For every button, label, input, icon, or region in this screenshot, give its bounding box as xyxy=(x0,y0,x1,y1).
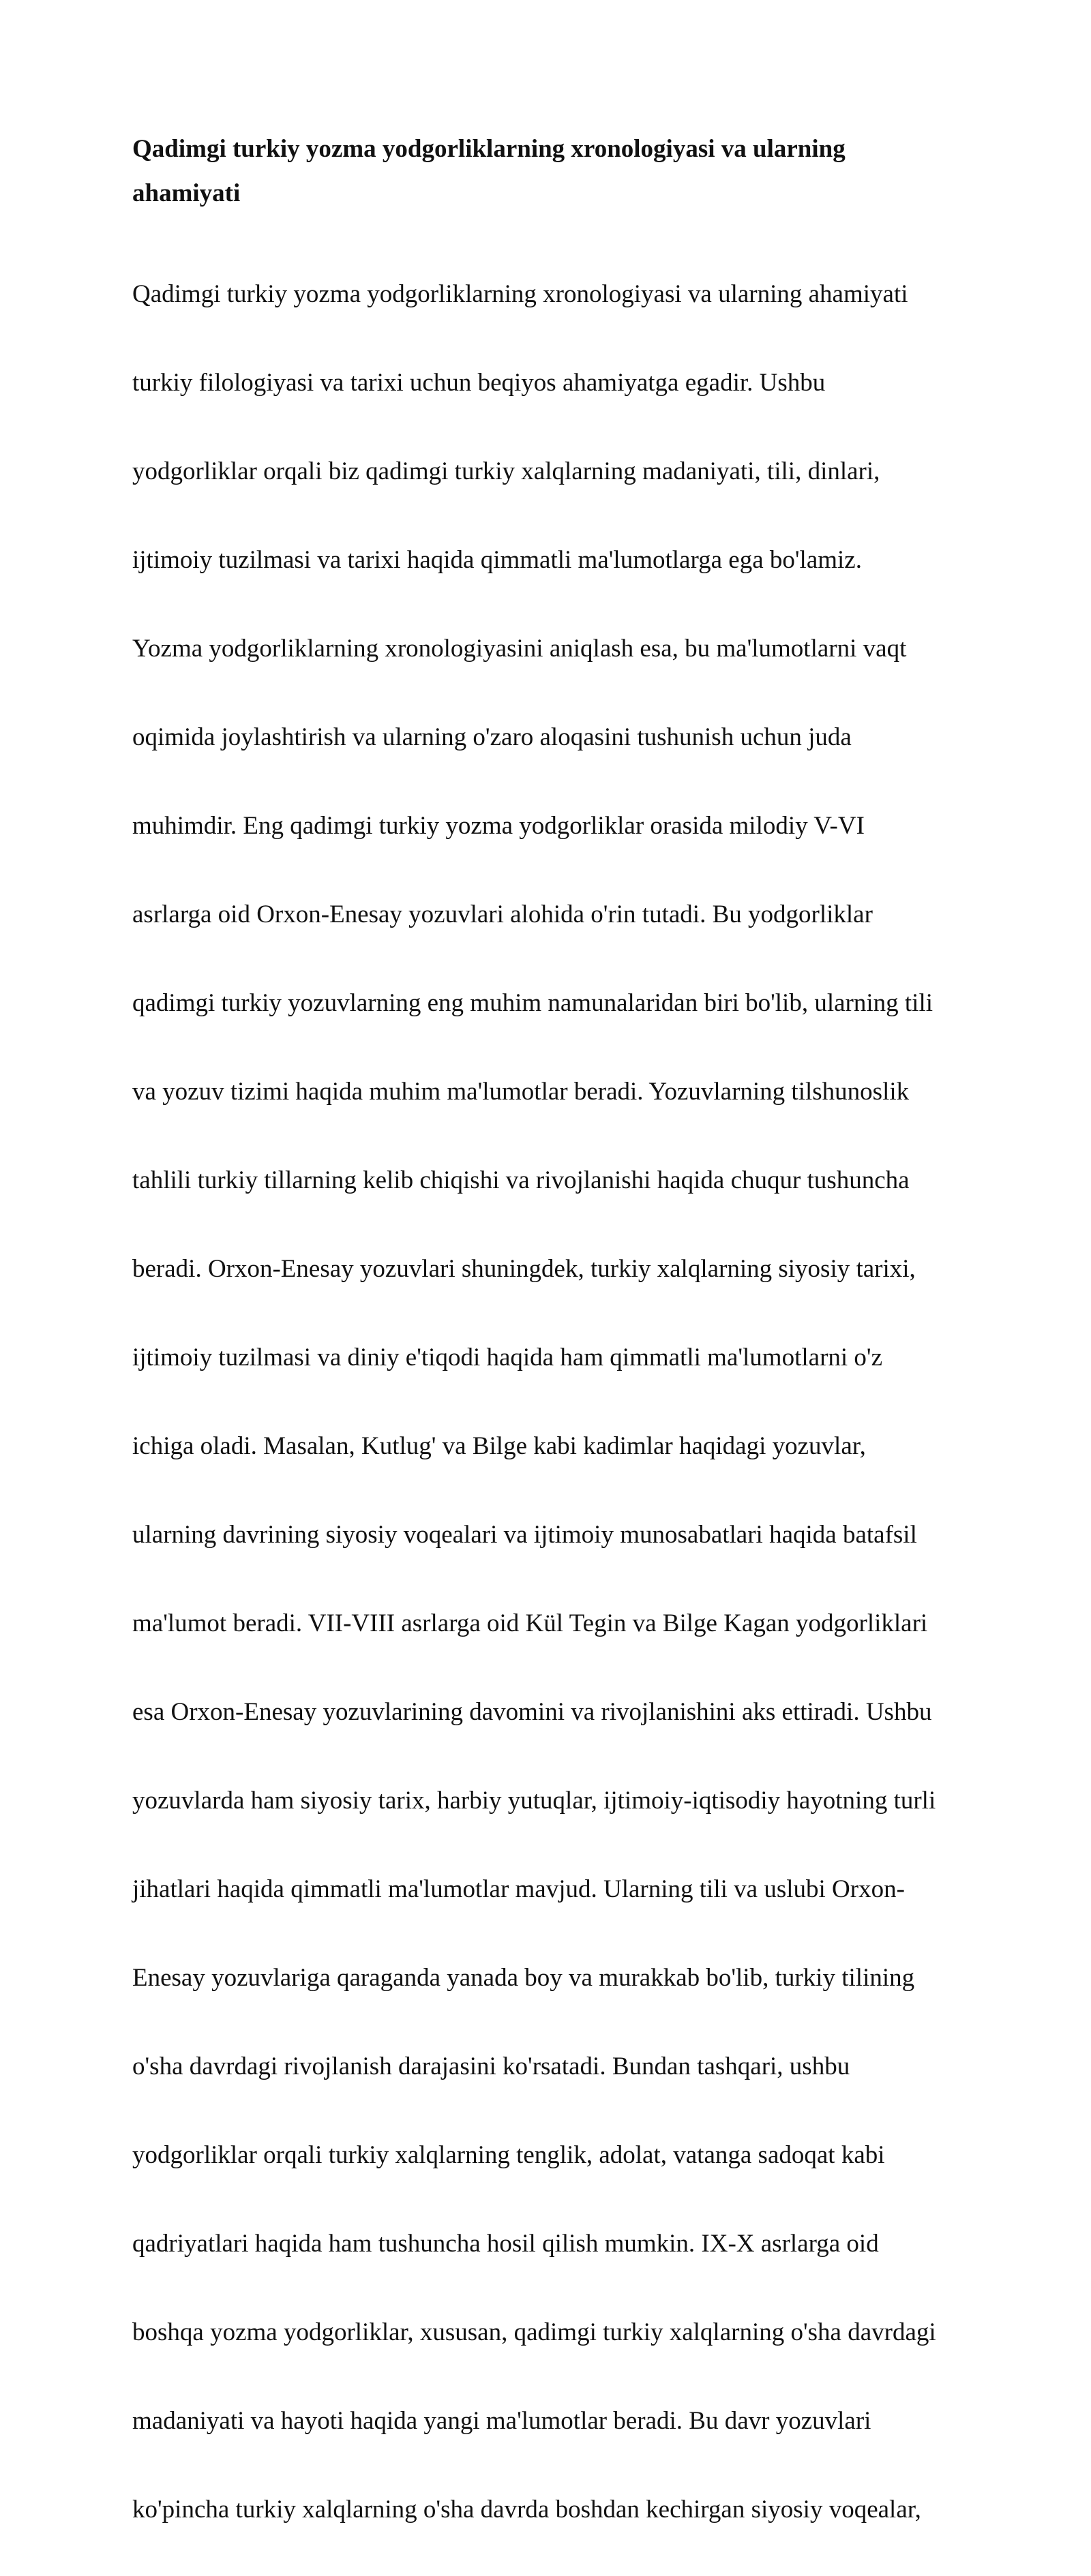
document-content xyxy=(132,127,964,2576)
body-line: madaniyati va hayoti haqida yangi ma'lumotlar beradi. Bu davr yozuvlari xyxy=(132,2407,871,2435)
body-line: beradi. Orxon-Enesay yozuvlari shuningdek, turkiy xalqlarning siyosiy tarixi, xyxy=(132,1255,916,1283)
body-line: qadriyatlari haqida ham tushuncha hosil qilish mumkin. IX-X asrlarga oid xyxy=(132,2230,879,2258)
body-line: qadimgi turkiy yozuvlarning eng muhim namunalaridan biri bo'lib, ularning tili xyxy=(132,989,933,1017)
body-line: yodgorliklar orqali biz qadimgi turkiy xalqlarning madaniyati, tili, dinlari, xyxy=(132,457,880,485)
body-line: Enesay yozuvlariga qaraganda yanada boy va murakkab bo'lib, turkiy tilining xyxy=(132,1964,915,1992)
body-line: muhimdir. Eng qadimgi turkiy yozma yodgorliklar orasida milodiy V-VI xyxy=(132,812,865,840)
body-line: ijtimoiy tuzilmasi va tarixi haqida qimmatli ma'lumotlarga ega bo'lamiz. xyxy=(132,546,862,574)
body-line: ijtimoiy tuzilmasi va diniy e'tiqodi haqida ham qimmatli ma'lumotlarni o'z xyxy=(132,1344,883,1372)
body-line: oqimida joylashtirish va ularning o'zaro aloqasini tushunish uchun juda xyxy=(132,723,852,751)
body-line: jihatlari haqida qimmatli ma'lumotlar mavjud. Ularning tili va uslubi Orxon- xyxy=(132,1875,905,1903)
document-title: Qadimgi turkiy yozma yodgorliklarning xronologiyasi va ularning ahamiyati xyxy=(132,135,846,207)
body-line: yozuvlarda ham siyosiy tarix, harbiy yutuqlar, ijtimoiy-iqtisodiy hayotning turli xyxy=(132,1787,936,1815)
body-line: Yozma yodgorliklarning xronologiyasini aniqlash esa, bu ma'lumotlarni vaqt xyxy=(132,635,907,663)
body-line: ma'lumot beradi. VII-VIII asrlarga oid Kül Tegin va Bilge Kagan yodgorliklari xyxy=(132,1609,928,1637)
body-line: tahlili turkiy tillarning kelib chiqishi va rivojlanishi haqida chuqur tushuncha xyxy=(132,1166,910,1194)
body-line: ko'pincha turkiy xalqlarning o'sha davrda boshdan kechirgan siyosiy voqealar, xyxy=(132,2496,921,2524)
body-line: yodgorliklar orqali turkiy xalqlarning tenglik, adolat, vatanga sadoqat kabi xyxy=(132,2141,885,2169)
body-line: asrlarga oid Orxon-Enesay yozuvlari alohida o'rin tutadi. Bu yodgorliklar xyxy=(132,900,873,928)
body-line: ichiga oladi. Masalan, Kutlug' va Bilge kabi kadimlar haqidagi yozuvlar, xyxy=(132,1432,866,1460)
body-line: o'sha davrdagi rivojlanish darajasini ko'rsatadi. Bundan tashqari, ushbu xyxy=(132,2052,850,2080)
body-line: va yozuv tizimi haqida muhim ma'lumotlar beradi. Yozuvlarning tilshunoslik xyxy=(132,1078,910,1106)
body-line: boshqa yozma yodgorliklar, xususan, qadimgi turkiy xalqlarning o'sha davrdagi xyxy=(132,2318,936,2346)
body-line: Qadimgi turkiy yozma yodgorliklarning xronologiyasi va ularning ahamiyati xyxy=(132,280,908,308)
body-line: esa Orxon-Enesay yozuvlarining davomini va rivojlanishini aks ettiradi. Ushbu xyxy=(132,1698,932,1726)
document-body xyxy=(132,228,964,2576)
body-line: turkiy filologiyasi va tarixi uchun beqiyos ahamiyatga egadir. Ushbu xyxy=(132,369,826,397)
body-line: ularning davrining siyosiy voqealari va ijtimoiy munosabatlari haqida batafsil xyxy=(132,1521,917,1549)
